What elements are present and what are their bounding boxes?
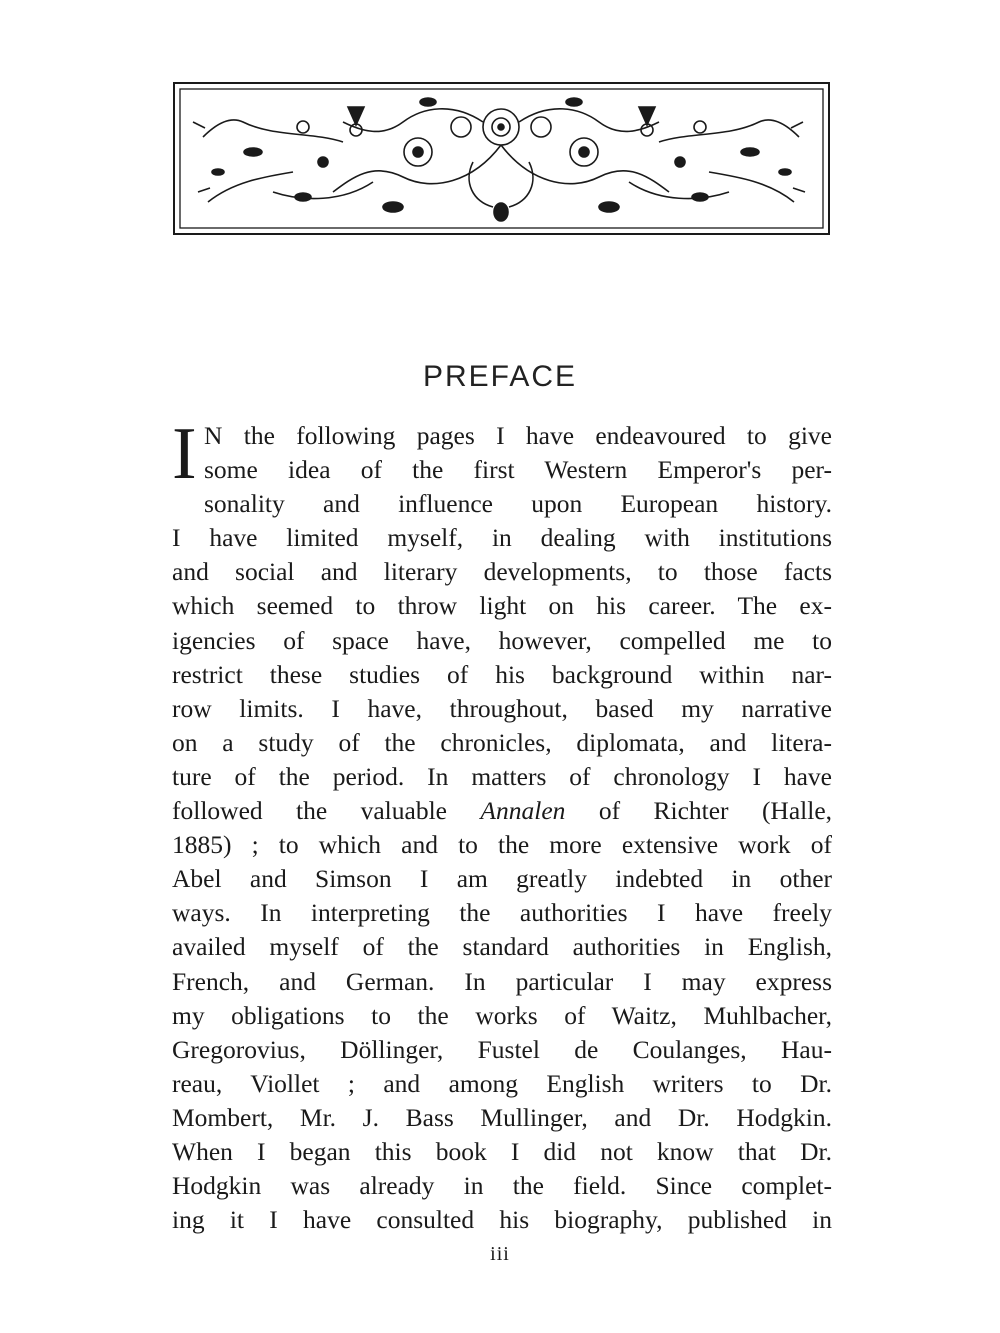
text-line: ture of the period. In matters of chronology I have xyxy=(172,761,832,791)
text-line: restrict these studies of his background within nar- xyxy=(172,659,832,689)
text-line: Mombert, Mr. J. Bass Mullinger, and Dr. Hodgkin. xyxy=(172,1102,832,1132)
text-line: ways. In interpreting the authorities I have freely xyxy=(172,898,832,928)
text-line: some idea of the first Western Emperor's per- xyxy=(204,455,832,485)
text-line: availed myself of the standard authorities in English, xyxy=(172,932,832,962)
text-line: and social and literary developments, to those facts xyxy=(172,557,832,587)
page-title: PREFACE xyxy=(422,360,578,393)
text-line: sonality and influence upon European history. xyxy=(204,489,832,519)
text-line: I have limited myself, in dealing with institutions xyxy=(172,523,832,553)
preface-body xyxy=(172,413,833,1237)
text-segment: of Richter (Halle, xyxy=(598,796,833,826)
italic-title: Annalen xyxy=(480,796,566,826)
text-line: reau, Viollet ; and among English writers to Dr. xyxy=(172,1068,832,1098)
text-line: ing it I have consulted his biography, published in xyxy=(172,1205,832,1235)
text-line: which seemed to throw light on his career. The ex- xyxy=(172,591,832,621)
text-line-with-italic xyxy=(172,794,832,828)
text-line: Abel and Simson I am greatly indebted in other xyxy=(172,864,832,894)
drop-cap: I xyxy=(172,413,197,495)
text-line: Gregorovius, Döllinger, Fustel de Coulanges, Hau- xyxy=(172,1034,832,1064)
text-line: igencies of space have, however, compelled me to xyxy=(172,625,832,655)
text-line: N the following pages I have endeavoured to give xyxy=(204,421,832,450)
text-line: row limits. I have, throughout, based my narrative xyxy=(172,693,832,723)
text-line: Hodgkin was already in the field. Since complet- xyxy=(172,1171,832,1201)
text-line: on a study of the chronicles, diplomata, and litera- xyxy=(172,727,832,757)
ornamental-headpiece xyxy=(173,82,830,235)
text-line: my obligations to the works of Waitz, Muhlbacher, xyxy=(172,1000,832,1030)
text-segment: followed the valuable xyxy=(172,796,447,826)
text-line: When I began this book I did not know that Dr. xyxy=(172,1136,832,1166)
text-line: 1885) ; to which and to the more extensive work of xyxy=(172,830,832,860)
page-number: iii xyxy=(490,1243,510,1265)
text-line: French, and German. In particular I may express xyxy=(172,966,832,996)
